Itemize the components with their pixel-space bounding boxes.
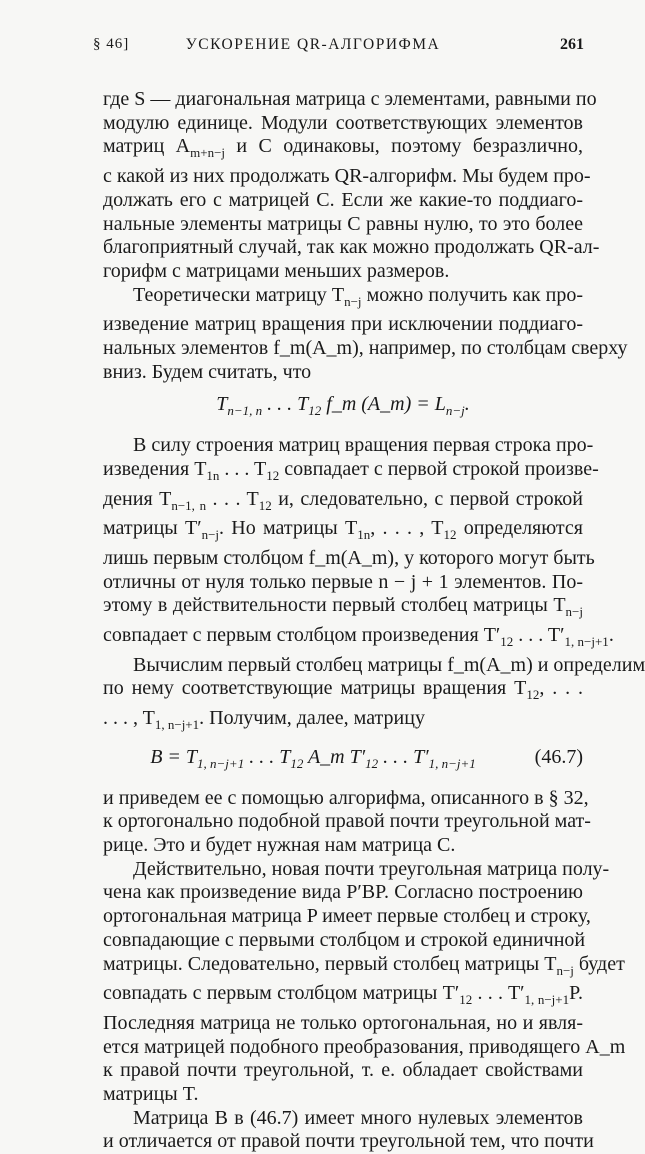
text-line: лишь первым столбцом f_m(A_m), у которого могут быть <box>103 546 595 569</box>
text-line: матриц $A_{m+n-j}$ и C одинаковы, поэтому безразлично, <box>103 135 583 161</box>
equation-number: (46.7) <box>534 745 583 768</box>
text-line: нальные элементы матрицы C равны нулю, то это более <box>103 212 583 235</box>
text-line: и приведем ее с помощью алгорифма, описанного в § 32, <box>103 786 589 809</box>
text-line: В силу строения матриц вращения первая строка про- <box>133 434 594 457</box>
text-line: этому в действительности первый столбец матрицы $T_{n-j}$ <box>103 594 583 620</box>
paragraph <box>103 857 626 1107</box>
text-line: Действительно, новая почти треугольная матрица полу- <box>133 857 610 880</box>
page-number: 261 <box>560 36 584 53</box>
running-title: УСКОРЕНИЕ QR-АЛГОРИФМА <box>185 36 441 53</box>
text-line: дения $T_{n-1, n}$ . . . $T_{12}$ и, следовательно, с первой строкой <box>103 487 584 513</box>
text-line: матрицы $T'_{n-j}$. Но матрицы $T_{1n}$, . . . , $T_{12}$ определяются <box>103 517 583 543</box>
paragraph <box>103 786 591 858</box>
text-line: Вычислим первый столбец матрицы f_m(A_m) и определим <box>133 653 645 676</box>
paragraph <box>103 88 600 284</box>
text-line: отличны от нуля только первые n − j + 1 элементов. По- <box>103 570 583 593</box>
text-line: где S — диагональная матрица с элементами, равными по <box>103 88 597 110</box>
section-reference: § 46] <box>93 36 130 52</box>
text-line: благоприятный случай, так как можно продолжать QR-ал- <box>103 236 600 259</box>
text-line: . . . , $T_{1, n-j+1}$. Получим, далее, матрицу <box>103 707 425 733</box>
text-line: ортогональная матрица P имеет первые столбец и строку, <box>103 905 591 928</box>
text-line: нальных элементов f_m(A_m), например, по столбцам сверху <box>103 337 628 360</box>
text-line: изведение матриц вращения при исключении поддиаго- <box>103 313 583 336</box>
paragraph <box>103 283 628 385</box>
text-line: ется матрицей подобного преобразования, приводящего A_m <box>103 1035 626 1058</box>
display-formula <box>103 393 583 423</box>
text-line: и отличается от правой почти треугольной тем, что почти <box>103 1130 594 1153</box>
text-line: изведения $T_{1n}$ . . . $T_{12}$ совпадает с первой строкой произве- <box>103 457 599 483</box>
paragraph <box>103 1106 594 1154</box>
text-line: должать его с матрицей C. Если же какие-то поддиаго- <box>103 188 583 211</box>
text-line: рице. Это и будет нужная нам матрица C. <box>103 833 456 856</box>
paragraph <box>103 434 614 654</box>
text-line: Теоретически матрицу $T_{n-j}$ можно получить как про- <box>133 283 583 309</box>
text-line: совпадать с первым столбцом матрицы $T'_{12}$ . . . $T'_{1, n-j+1}P$. <box>103 982 584 1008</box>
text-line: горифм с матрицами меньших размеров. <box>103 259 450 282</box>
paragraph <box>103 653 645 737</box>
text-line: совпадает с первым столбцом произведения $T'_{12}$ . . . $T'_{1, n-j+1}$. <box>103 624 614 650</box>
text-line: к ортогонально подобной правой почти треугольной мат- <box>103 810 591 833</box>
text-line: чена как произведение вида P′BP. Согласно построению <box>103 881 583 904</box>
running-header <box>0 36 626 60</box>
formula-text: $T_{n-1, n}$ . . . $T_{12}$ f_m (A_m) = $L_{n-j}$. <box>216 393 470 419</box>
formula-text: $B = T_{1, n-j+1}$ . . . $T_{12}$ A_m $T'_{12}$ . . . $T'_{1, n-j+1}$ <box>150 745 476 771</box>
text-line: матрицы. Следовательно, первый столбец матрицы $T_{n-j}$ будет <box>103 952 625 978</box>
text-line: Последняя матрица не только ортогональная, но и явля- <box>103 1011 583 1034</box>
text-line: с какой из них продолжать QR-алгорифм. Мы будем про- <box>103 165 591 188</box>
display-formula <box>103 746 583 776</box>
text-line: совпадающие с первыми столбцом и строкой единичной <box>103 928 586 951</box>
text-line: Матрица B в (46.7) имеет много нулевых элементов <box>133 1106 583 1129</box>
text-line: модулю единице. Модули соответствующих элементов <box>103 111 583 134</box>
text-line: по нему соответствующие матрицы вращения $T_{12}$, . . . <box>103 677 584 703</box>
text-line: вниз. Будем считать, что <box>103 360 312 383</box>
text-line: к правой почти треугольной, т. е. обладает свойствами <box>103 1059 583 1082</box>
page-body <box>103 88 645 1154</box>
text-line: матрицы T. <box>103 1083 199 1106</box>
